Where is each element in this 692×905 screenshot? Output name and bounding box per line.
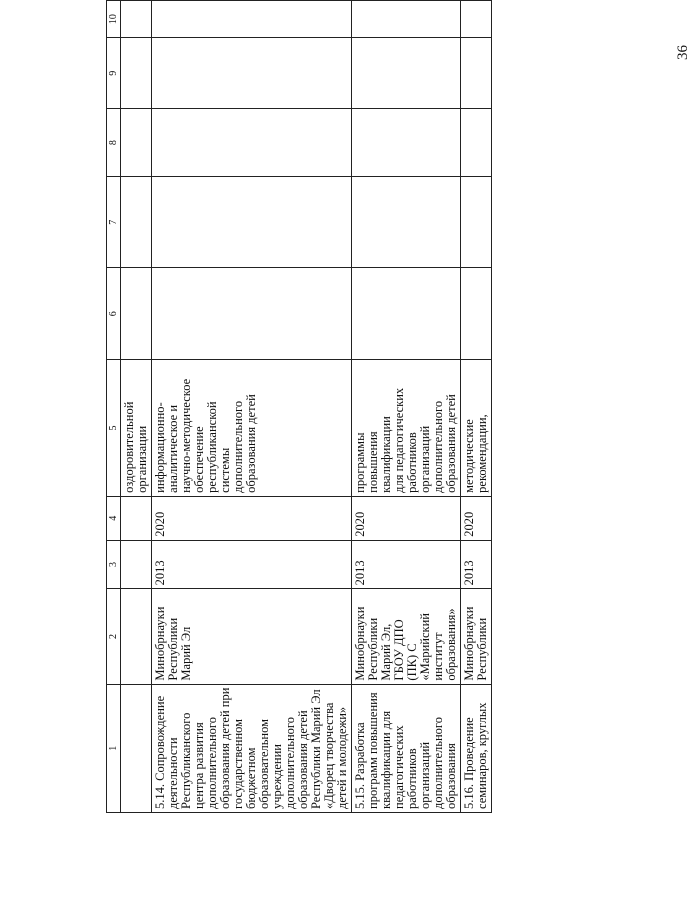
cell-text-line: организаций <box>418 741 432 809</box>
table-cell-col-7 <box>152 176 352 268</box>
cell-text-line: рекомендации, <box>475 414 489 493</box>
cell-text-line: работников <box>405 432 419 493</box>
cell-text-line: Минобрнауки <box>353 606 367 681</box>
cell-text-line: дополнительного <box>431 400 445 493</box>
table-cell-col-1 <box>352 684 461 812</box>
table-cell-col-1 <box>152 684 352 812</box>
column-number-row <box>107 1 121 813</box>
cell-text-line: Марий Эл, <box>379 623 393 681</box>
column-header-10: 10 <box>107 1 121 38</box>
cell-text-line: Марий Эл <box>179 626 193 681</box>
table-cell-col-5 <box>461 360 492 497</box>
table-cell-col-4: 2020 <box>352 496 461 540</box>
table-cell-col-8 <box>461 109 492 177</box>
table-cell-col-9 <box>352 38 461 109</box>
cell-text-line: «Марийский <box>418 613 432 681</box>
table-cell-col-6 <box>121 268 152 360</box>
table-cell-col-4 <box>121 496 152 540</box>
cell-text-line: 5.16. Проведение <box>462 717 476 809</box>
table-cell-col-3: 2013 <box>461 540 492 589</box>
table-cell-col-10 <box>121 1 152 38</box>
table-cell-col-7 <box>121 176 152 268</box>
table-cell-col-6 <box>352 268 461 360</box>
cell-text-line: «Дворец творчества <box>322 702 336 809</box>
table-cell-col-6 <box>152 268 352 360</box>
table-cell-col-2 <box>352 589 461 684</box>
table-cell-col-10 <box>152 1 352 38</box>
table-cell-col-10 <box>352 1 461 38</box>
table-cell-col-9 <box>461 38 492 109</box>
table-cell-col-2 <box>121 589 152 684</box>
cell-text-line: образования детей <box>444 394 458 493</box>
cell-text-line: республиканской <box>205 401 219 493</box>
cell-text-line: Республики <box>166 617 180 681</box>
column-header-6: 6 <box>107 268 121 360</box>
cell-text-line: научно-методическое <box>179 378 193 493</box>
cell-text-line: дополнительного <box>231 400 245 493</box>
table-cell-col-5 <box>152 360 352 497</box>
cell-text-line: организаций <box>418 425 432 493</box>
cell-text-line: детей и молодежи» <box>335 706 349 809</box>
cell-text-line: 5.14. Сопровождение <box>153 695 167 809</box>
table-cell-col-1 <box>121 684 152 812</box>
cell-text-line: Республики Марий Эл <box>309 689 323 809</box>
table-cell-col-2 <box>152 589 352 684</box>
cell-text-line: семинаров, круглых <box>475 702 489 809</box>
cell-text-line: аналитическое и <box>166 404 180 493</box>
table-cell-col-2 <box>461 589 492 684</box>
cell-text-line: Республики <box>475 617 489 681</box>
cell-text-line: образования <box>444 743 458 809</box>
cell-text-line: образовательном <box>257 718 271 809</box>
table-cell-col-3: 2013 <box>152 540 352 589</box>
cell-text-line: Республиканского <box>179 712 193 809</box>
table-cell-col-9 <box>121 38 152 109</box>
table-cell-col-3: 2013 <box>352 540 461 589</box>
column-header-5: 5 <box>107 360 121 497</box>
table-cell-col-7 <box>461 176 492 268</box>
column-header-4: 4 <box>107 496 121 540</box>
cell-text-line: программы <box>353 432 367 493</box>
cell-text-line: работников <box>405 748 419 809</box>
cell-text-line: дополнительного <box>205 717 219 809</box>
cell-text-line: системы <box>218 447 232 493</box>
cell-text-line: Минобрнауки <box>153 606 167 681</box>
page-number: 36 <box>675 45 691 60</box>
table-cell-col-1 <box>461 684 492 812</box>
cell-text-line: педагогических <box>392 725 406 809</box>
cell-text-line: центра развития <box>192 722 206 809</box>
cell-text-line: учреждении <box>270 744 284 809</box>
table-cell-col-8 <box>121 109 152 177</box>
table-cell-col-5 <box>352 360 461 497</box>
table-row <box>461 1 492 813</box>
cell-text-line: ГБОУ ДПО <box>392 619 406 681</box>
table-cell-col-4: 2020 <box>152 496 352 540</box>
cell-text-line: институт <box>431 632 445 681</box>
table-cell-col-8 <box>152 109 352 177</box>
cell-text-line: 5.15. Разработка <box>353 722 367 809</box>
table-cell-col-3 <box>121 540 152 589</box>
cell-text-line: деятельности <box>166 737 180 809</box>
table-body <box>121 1 492 813</box>
column-header-2: 2 <box>107 589 121 684</box>
cell-text-line: (ПК) С <box>405 643 419 681</box>
cell-text-line: обеспечение <box>192 426 206 493</box>
cell-text-line: образования детей при <box>218 687 232 809</box>
column-header-1: 1 <box>107 684 121 812</box>
column-header-8: 8 <box>107 109 121 177</box>
cell-text-line: методические <box>462 419 476 493</box>
cell-text-line: образования детей <box>244 394 258 493</box>
plan-table <box>106 0 492 813</box>
column-header-3: 3 <box>107 540 121 589</box>
table-cell-col-7 <box>352 176 461 268</box>
column-header-9: 9 <box>107 38 121 109</box>
table-row <box>352 1 461 813</box>
cell-text-line: повышения <box>366 431 380 493</box>
cell-text-line: оздоровительной <box>122 401 136 493</box>
cell-text-line: дополнительного <box>283 717 297 809</box>
cell-text-line: для педагогических <box>392 387 406 493</box>
table-cell-col-5 <box>121 360 152 497</box>
cell-text-line: квалификации для <box>379 710 393 809</box>
table-cell-col-9 <box>152 38 352 109</box>
cell-text-line: квалификации <box>379 416 393 493</box>
cell-text-line: бюджетном <box>244 747 258 809</box>
cell-text-line: информационно- <box>153 402 167 493</box>
table-cell-col-8 <box>352 109 461 177</box>
table-row <box>121 1 152 813</box>
cell-text-line: программ повышения <box>366 692 380 809</box>
table-cell-col-6 <box>461 268 492 360</box>
table-row <box>152 1 352 813</box>
column-header-7: 7 <box>107 176 121 268</box>
cell-text-line: организации <box>135 425 149 493</box>
cell-text-line: образования» <box>444 608 458 681</box>
table-cell-col-4: 2020 <box>461 496 492 540</box>
cell-text-line: образования детей <box>296 710 310 809</box>
cell-text-line: Республики <box>366 617 380 681</box>
cell-text-line: Минобрнауки <box>462 606 476 681</box>
table-cell-col-10 <box>461 1 492 38</box>
cell-text-line: государственном <box>231 718 245 809</box>
cell-text-line: дополнительного <box>431 717 445 809</box>
